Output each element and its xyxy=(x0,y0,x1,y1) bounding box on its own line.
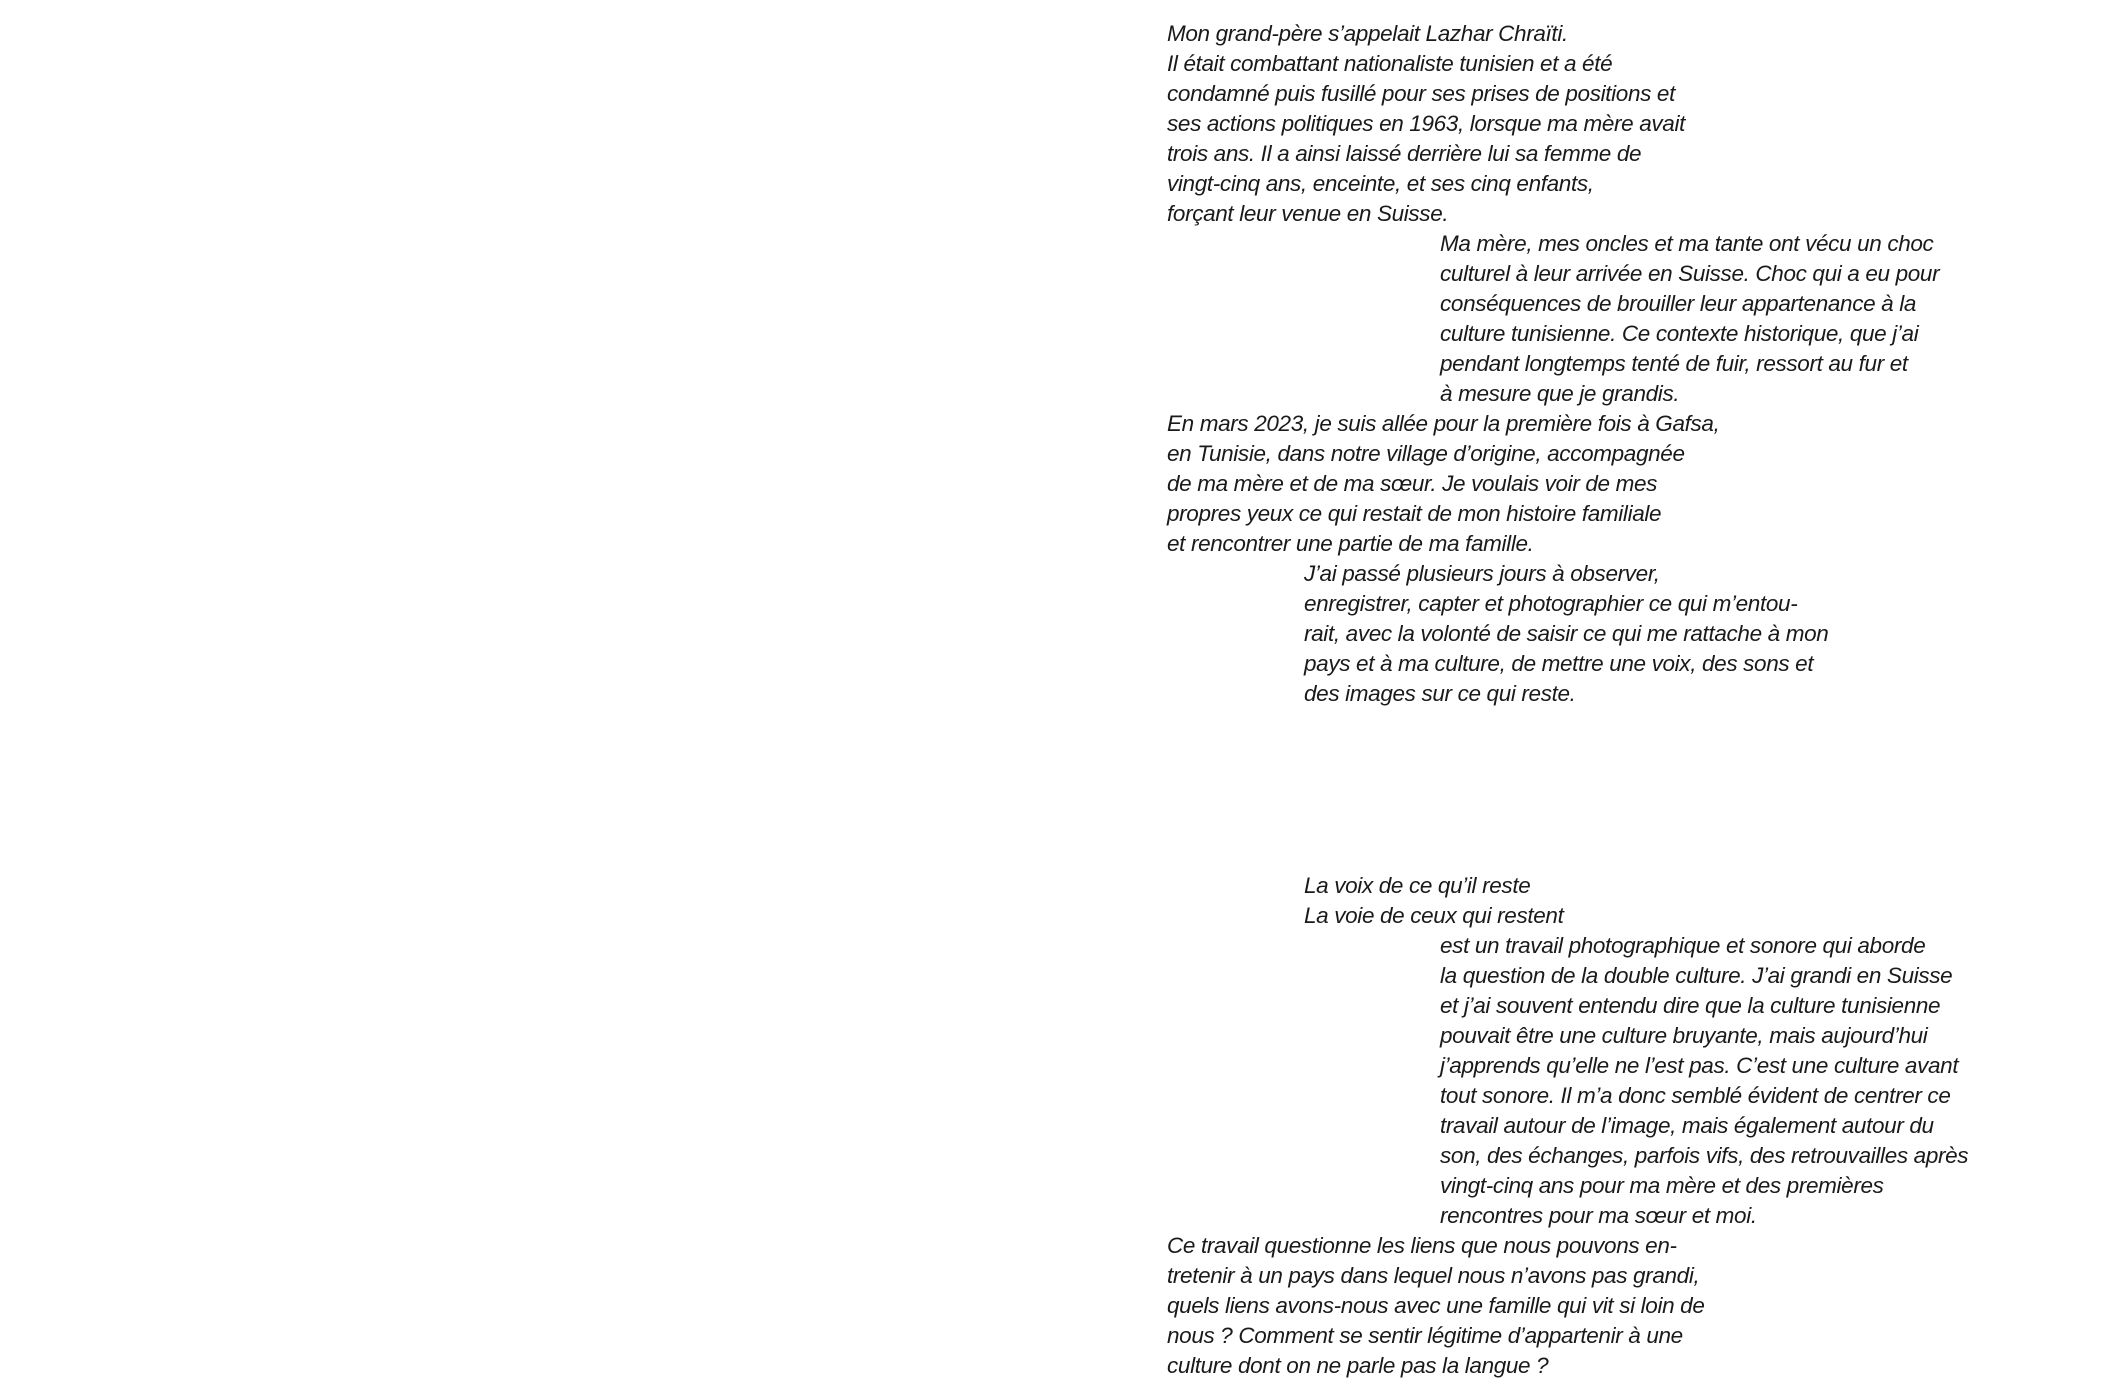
text-block-project xyxy=(1440,931,2107,1231)
text-line: et j’ai souvent entendu dire que la culture tunisienne xyxy=(1440,993,1941,1018)
text-line: J’ai passé plusieurs jours à observer, xyxy=(1304,561,1660,586)
title-line: La voix de ce qu’il reste xyxy=(1304,873,1531,898)
text-line: vingt-cinq ans pour ma mère et des premières xyxy=(1440,1173,1884,1198)
text-line: conséquences de brouiller leur appartenance à la xyxy=(1440,291,1917,316)
text-line: est un travail photographique et sonore qui aborde xyxy=(1440,933,1926,958)
text-line: condamné puis fusillé pour ses prises de positions et xyxy=(1167,81,1675,106)
text-line: vingt-cinq ans, enceinte, et ses cinq enfants, xyxy=(1167,171,1594,196)
text-line: son, des échanges, parfois vifs, des retrouvailles après xyxy=(1440,1143,1969,1168)
text-line: Il était combattant nationaliste tunisien et a été xyxy=(1167,51,1613,76)
text-line: Ma mère, mes oncles et ma tante ont vécu un choc xyxy=(1440,231,1934,256)
left-page xyxy=(0,0,1058,1386)
text-line: de ma mère et de ma sœur. Je voulais voir de mes xyxy=(1167,471,1658,496)
text-line: j’apprends qu’elle ne l’est pas. C’est une culture avant xyxy=(1440,1053,1959,1078)
text-line: trois ans. Il a ainsi laissé derrière lui sa femme de xyxy=(1167,141,1642,166)
text-line: pendant longtemps tenté de fuir, ressort au fur et xyxy=(1440,351,1908,376)
text-line: la question de la double culture. J’ai grandi en Suisse xyxy=(1440,963,1953,988)
text-line: enregistrer, capter et photographier ce qui m’entou- xyxy=(1304,591,1798,616)
text-line: Mon grand-père s’appelait Lazhar Chraïti. xyxy=(1167,21,1568,46)
text-line: des images sur ce qui reste. xyxy=(1304,681,1576,706)
text-block-journey xyxy=(1167,409,2107,559)
project-title xyxy=(1304,871,2107,931)
text-line: En mars 2023, je suis allée pour la première fois à Gafsa, xyxy=(1167,411,1720,436)
text-block-culture-shock xyxy=(1440,229,2107,409)
text-line: culture dont on ne parle pas la langue ? xyxy=(1167,1353,1549,1378)
text-block-grandfather xyxy=(1167,19,2107,229)
text-line: à mesure que je grandis. xyxy=(1440,381,1680,406)
right-page xyxy=(1058,0,2117,1386)
text-line: et rencontrer une partie de ma famille. xyxy=(1167,531,1534,556)
text-line: nous ? Comment se sentir légitime d’appartenir à une xyxy=(1167,1323,1683,1348)
section-gap xyxy=(1167,709,2107,871)
text-line: culture tunisienne. Ce contexte historique, que j’ai xyxy=(1440,321,1919,346)
text-line: tretenir à un pays dans lequel nous n’avons pas grandi, xyxy=(1167,1263,1700,1288)
text-line: quels liens avons-nous avec une famille qui vit si loin de xyxy=(1167,1293,1705,1318)
text-line: ses actions politiques en 1963, lorsque ma mère avait xyxy=(1167,111,1686,136)
text-line: en Tunisie, dans notre village d’origine, accompagnée xyxy=(1167,441,1685,466)
text-line: propres yeux ce qui restait de mon histoire familiale xyxy=(1167,501,1662,526)
text-line: culturel à leur arrivée en Suisse. Choc qui a eu pour xyxy=(1440,261,1940,286)
text-line: tout sonore. Il m’a donc semblé évident de centrer ce xyxy=(1440,1083,1951,1108)
text-line: pays et à ma culture, de mettre une voix, des sons et xyxy=(1304,651,1814,676)
text-line: pouvait être une culture bruyante, mais aujourd’hui xyxy=(1440,1023,1928,1048)
text-block-observation xyxy=(1304,559,2107,709)
text-column xyxy=(1167,19,2107,1381)
title-line: La voie de ceux qui restent xyxy=(1304,903,1564,928)
text-line: rencontres pour ma sœur et moi. xyxy=(1440,1203,1757,1228)
text-block-questions xyxy=(1167,1231,2107,1381)
text-line: Ce travail questionne les liens que nous pouvons en- xyxy=(1167,1233,1677,1258)
text-line: rait, avec la volonté de saisir ce qui me rattache à mon xyxy=(1304,621,1829,646)
text-line: forçant leur venue en Suisse. xyxy=(1167,201,1449,226)
text-line: travail autour de l’image, mais également autour du xyxy=(1440,1113,1934,1138)
